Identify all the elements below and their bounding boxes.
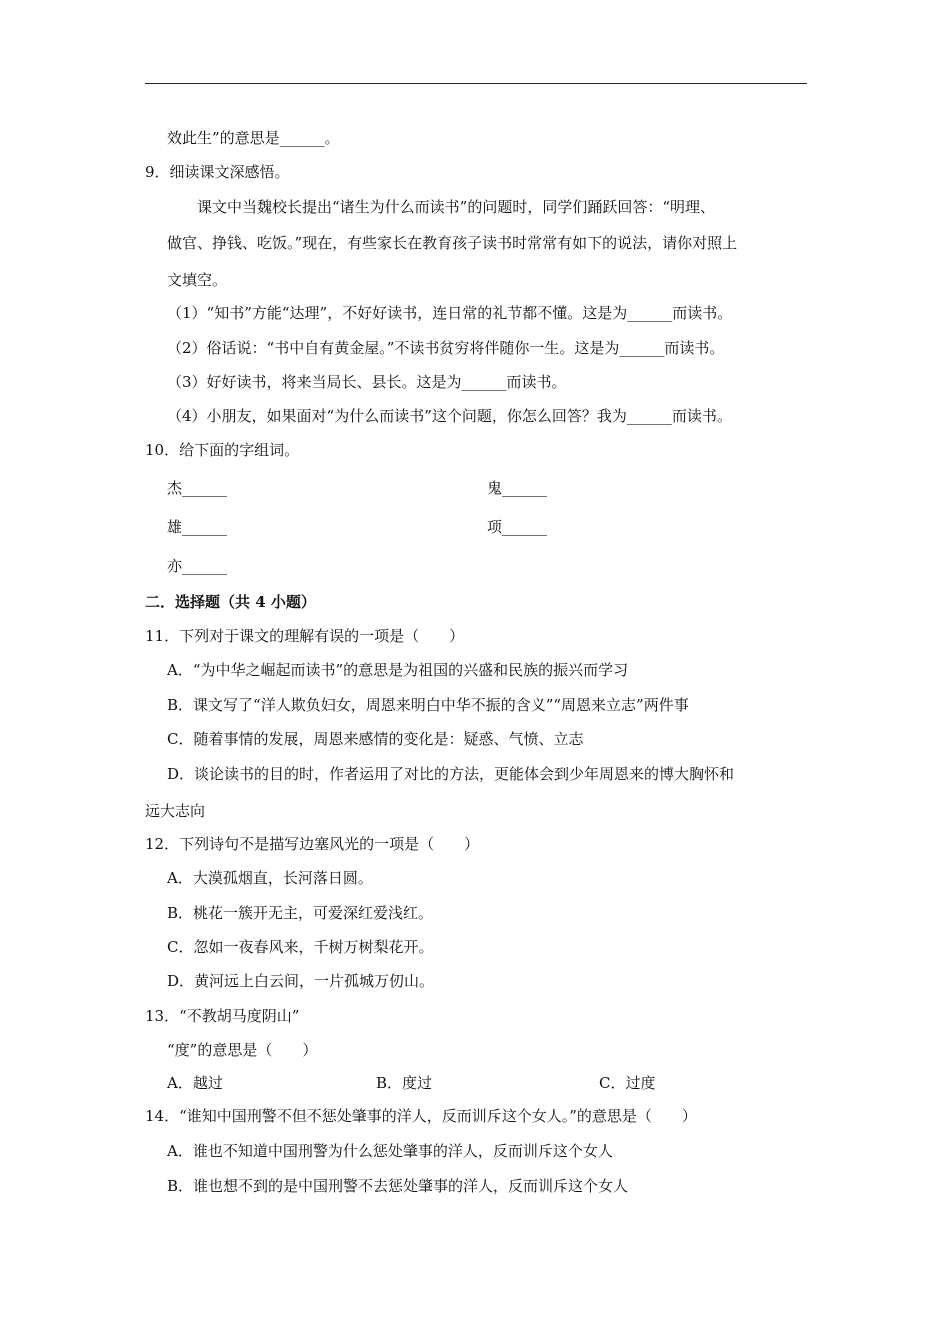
q10-title: 10．给下面的字组词。 [145,441,300,459]
q9-para-line-1: 课文中当魏校长提出“诸生为什么而读书”的问题时，同学们踊跃回答：“明理、 [197,198,716,216]
q9-item-4: （4）小朋友，如果面对“为什么而读书”这个问题，你怎么回答？我为______而读书。 [167,407,732,425]
q9-para-line-2: 做官、挣钱、吃饭。”现在，有些家长在教育孩子读书时常常有如下的说法，请你对照上 [167,234,738,252]
q9-title: 9．细读课文深感悟。 [145,163,290,181]
q9-item-3: （3）好好读书，将来当局长、县长。这是为______而读书。 [167,373,567,391]
q13-stem: 13．“不教胡马度阴山” [145,1007,300,1025]
q10-word-3: 雄______ [167,518,228,536]
section-2-heading: 二．选择题（共 4 小题） [145,593,316,611]
q11-option-d-continued: 远大志向 [145,802,206,820]
q11-option-c: C．随着事情的发展，周恩来感情的变化是：疑惑、气愤、立志 [167,730,584,748]
q10-word-5: 亦______ [167,557,228,575]
q9-item-2: （2）俗话说：“书中自有黄金屋。”不读书贫穷将伴随你一生。这是为______而读书。 [167,339,725,357]
q9-para-line-3: 文填空。 [167,271,228,289]
q12-option-a: A．大漠孤烟直，长河落日圆。 [167,869,373,887]
q10-word-4: 项______ [487,518,548,536]
q8-tail: 效此生”的意思是______。 [167,129,340,147]
q11-option-b: B．课文写了“洋人欺负妇女，周恩来明白中华不振的含义”“周恩来立志”两件事 [167,696,689,714]
q12-option-c: C．忽如一夜春风来，千树万树梨花开。 [167,938,434,956]
q9-item-1: （1）“知书”方能“达理”，不好好读书，连日常的礼节都不懂。这是为______而读书。 [167,304,733,322]
q13-option-b: B．度过 [376,1074,433,1092]
q13-option-a: A．越过 [167,1074,223,1092]
q12-option-d: D．黄河远上白云间，一片孤城万仞山。 [167,972,435,990]
q11-stem: 11．下列对于课文的理解有误的一项是（ ） [145,627,465,645]
q14-option-a: A．谁也不知道中国刑警为什么惩处肇事的洋人，反而训斥这个女人 [167,1142,613,1160]
q12-stem: 12．下列诗句不是描写边塞风光的一项是（ ） [145,835,480,853]
q10-word-1: 杰______ [167,479,228,497]
q11-option-a: A．“为中华之崛起而读书”的意思是为祖国的兴盛和民族的振兴而学习 [167,661,629,679]
q14-option-b: B．谁也想不到的是中国刑警不去惩处肇事的洋人，反而训斥这个女人 [167,1177,629,1195]
q11-option-d: D．谈论读书的目的时，作者运用了对比的方法，更能体会到少年周恩来的博大胸怀和 [167,765,735,783]
header-rule [145,83,807,84]
q14-stem: 14．“谁知中国刑警不但不惩处肇事的洋人，反而训斥这个女人。”的意思是（ ） [145,1107,697,1125]
q13-sub: “度”的意思是（ ） [167,1041,318,1059]
q12-option-b: B．桃花一簇开无主，可爱深红爱浅红。 [167,904,434,922]
q13-option-c: C．过度 [599,1074,656,1092]
q10-word-2: 鬼______ [487,479,548,497]
